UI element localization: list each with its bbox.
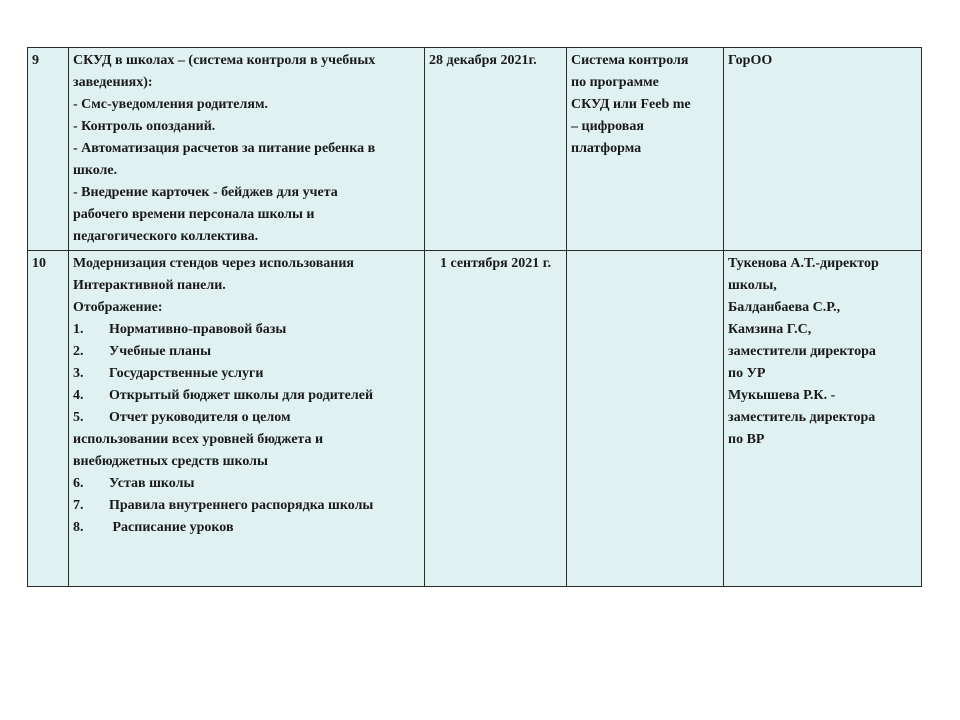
result-line: платформа: [571, 141, 642, 156]
list-item-number: 3.: [73, 366, 84, 381]
list-item: [73, 517, 420, 539]
responsible-line: ГорОО: [728, 53, 773, 68]
description-line: - Контроль опозданий.: [73, 119, 216, 134]
plan-table: [27, 47, 922, 587]
description-line: СКУД в школах – (система контроля в учебных: [73, 53, 376, 68]
description-line: Отображение:: [73, 300, 163, 315]
date-cell: 28 декабря 2021г.: [425, 48, 567, 251]
result-line: Система контроля: [571, 53, 689, 68]
responsible-line: Камзина Г.С,: [728, 322, 812, 337]
description-line: - Смс-уведомления родителям.: [73, 97, 268, 112]
date-cell: 1 сентября 2021 г.: [425, 251, 567, 587]
list-item-text: Правила внутреннего распорядка школы: [109, 498, 374, 513]
description-line: педагогического коллектива.: [73, 229, 259, 244]
description-cell: [69, 251, 425, 587]
list-item: [73, 319, 420, 341]
responsible-cell: [724, 48, 922, 251]
responsible-cell: [724, 251, 922, 587]
list-item-text: Нормативно-правовой базы: [109, 322, 287, 337]
result-line: – цифровая: [571, 119, 644, 134]
list-item: [73, 385, 420, 407]
list-item-text: Государственные услуги: [109, 366, 264, 381]
list-item-number: 1.: [73, 322, 84, 337]
description-line: Модернизация стендов через использования: [73, 256, 354, 271]
description-line: - Внедрение карточек - бейджев для учета: [73, 185, 338, 200]
list-item-text: Расписание уроков: [109, 520, 234, 535]
list-item: [73, 341, 420, 363]
description-line: внебюджетных средств школы: [73, 454, 268, 469]
list-item-number: 7.: [73, 498, 84, 513]
row-number: 9: [28, 48, 69, 251]
list-item-number: 5.: [73, 410, 84, 425]
list-item-number: 4.: [73, 388, 84, 403]
list-item-text: Учебные планы: [109, 344, 212, 359]
description-cell: [69, 48, 425, 251]
list-item-text: Открытый бюджет школы для родителей: [109, 388, 374, 403]
responsible-line: школы,: [728, 278, 777, 293]
responsible-line: заместитель директора: [728, 410, 876, 425]
list-item: [73, 495, 420, 517]
description-line: рабочего времени персонала школы и: [73, 207, 315, 222]
responsible-line: Балданбаева С.Р.,: [728, 300, 841, 315]
row-number: 10: [28, 251, 69, 587]
list-item-text: Отчет руководителя о целом: [109, 410, 291, 425]
list-item-text: Устав школы: [109, 476, 195, 491]
result-line: по программе: [571, 75, 659, 90]
responsible-line: заместители директора: [728, 344, 876, 359]
result-line: СКУД или Feeb me: [571, 97, 691, 112]
responsible-line: по ВР: [728, 432, 765, 447]
description-line: - Автоматизация расчетов за питание ребенка в: [73, 141, 376, 156]
list-item-number: 2.: [73, 344, 84, 359]
responsible-line: Мукышева Р.К. -: [728, 388, 836, 403]
list-item-number: 8.: [73, 520, 84, 535]
description-line: Интерактивной панели.: [73, 278, 226, 293]
table-row: [28, 251, 922, 587]
list-item-number: 6.: [73, 476, 84, 491]
responsible-line: по УР: [728, 366, 766, 381]
list-item: [73, 363, 420, 385]
result-cell: [567, 251, 724, 587]
result-cell: [567, 48, 724, 251]
list-item: [73, 407, 420, 429]
responsible-line: Тукенова А.Т.-директор: [728, 256, 879, 271]
description-line: использовании всех уровней бюджета и: [73, 432, 324, 447]
table-row: [28, 48, 922, 251]
description-line: заведениях):: [73, 75, 153, 90]
description-line: школе.: [73, 163, 118, 178]
list-item: [73, 473, 420, 495]
